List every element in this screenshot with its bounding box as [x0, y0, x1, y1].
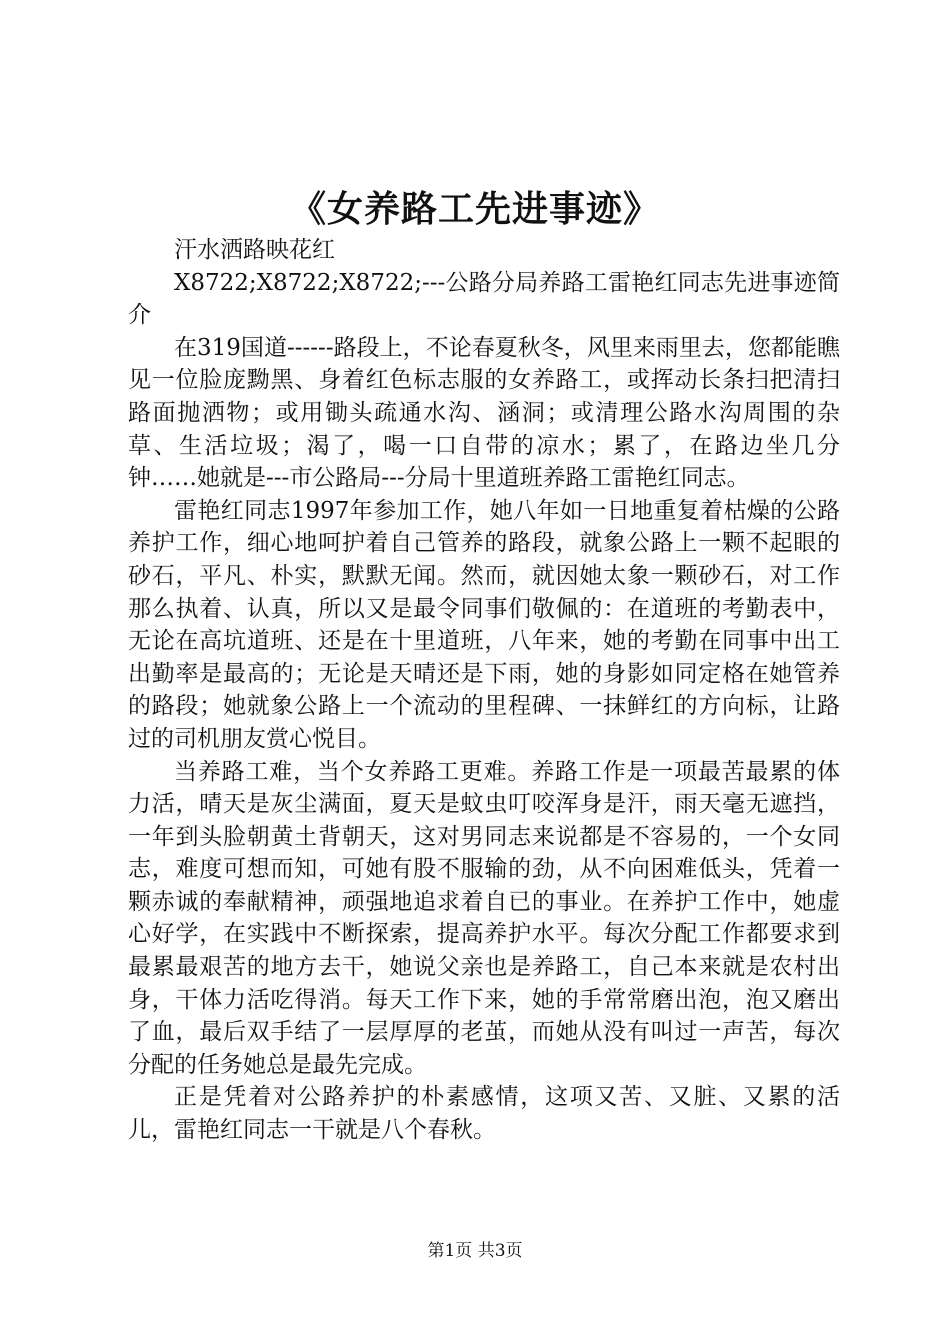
paragraph: 在319国道------路段上，不论春夏秋冬，风里来雨里去，您都能瞧见一位脸庞黝黑、身着红色标志服的女养路工，或挥动长条扫把清扫路面抛洒物；或用锄头疏通水沟、涵洞；或清理公路水沟周围的杂草、生活垃圾；渴了，喝一口自带的凉水；累了，在路边坐几分钟……她就是---市公路局---分局十里道班养路工雷艳红同志。	[128, 334, 840, 492]
paragraph: 正是凭着对公路养护的朴素感情，这项又苦、又脏、又累的活儿，雷艳红同志一干就是八个春秋。	[128, 1084, 840, 1144]
paragraph: 雷艳红同志1997年参加工作，她八年如一日地重复着枯燥的公路养护工作，细心地呵护着自己管养的路段，就象公路上一颗不起眼的砂石，平凡、朴实，默默无闻。然而，就因她太象一颗砂石，对工作那么执着、认真，所以又是最令同事们敬佩的：在道班的考勤表中，无论在高坑道班、还是在十里道班，八年来，她的考勤在同事中出工出勤率是最高的；无论是天晴还是下雨，她的身影如同定格在她管养的路段；她就象公路上一个流动的里程碑、一抹鲜红的方向标，让路过的司机朋友赏心悦目。	[128, 497, 840, 752]
page-number-footer: 第1页 共3页	[427, 1241, 523, 1261]
document-body	[128, 234, 840, 1147]
paragraph: 当养路工难，当个女养路工更难。养路工作是一项最苦最累的体力活，晴天是灰尘满面，夏天是蚊虫叮咬浑身是汗，雨天毫无遮挡，一年到头脸朝黄土背朝天，这对男同志来说都是不容易的，一个女同志，难度可想而知，可她有股不服输的劲，从不向困难低头，凭着一颗赤诚的奉献精神，顽强地追求着自已的事业。在养护工作中，她虚心好学，在实践中不断探索，提高养护水平。每次分配工作都要求到最累最艰苦的地方去干，她说父亲也是养路工，自己本来就是农村出身，干体力活吃得消。每天工作下来，她的手常常磨出泡，泡又磨出了血，最后双手结了一层厚厚的老茧，而她从没有叫过一声苦，每次分配的任务她总是最先完成。	[128, 758, 840, 1078]
paragraph-subtitle: 汗水洒路映花红	[174, 237, 335, 263]
document-title: 《女养路工先进事迹》	[289, 188, 660, 230]
paragraph-byline: X8722;X8722;X8722;---公路分局养路工雷艳红同志先进事迹简介	[128, 269, 840, 329]
